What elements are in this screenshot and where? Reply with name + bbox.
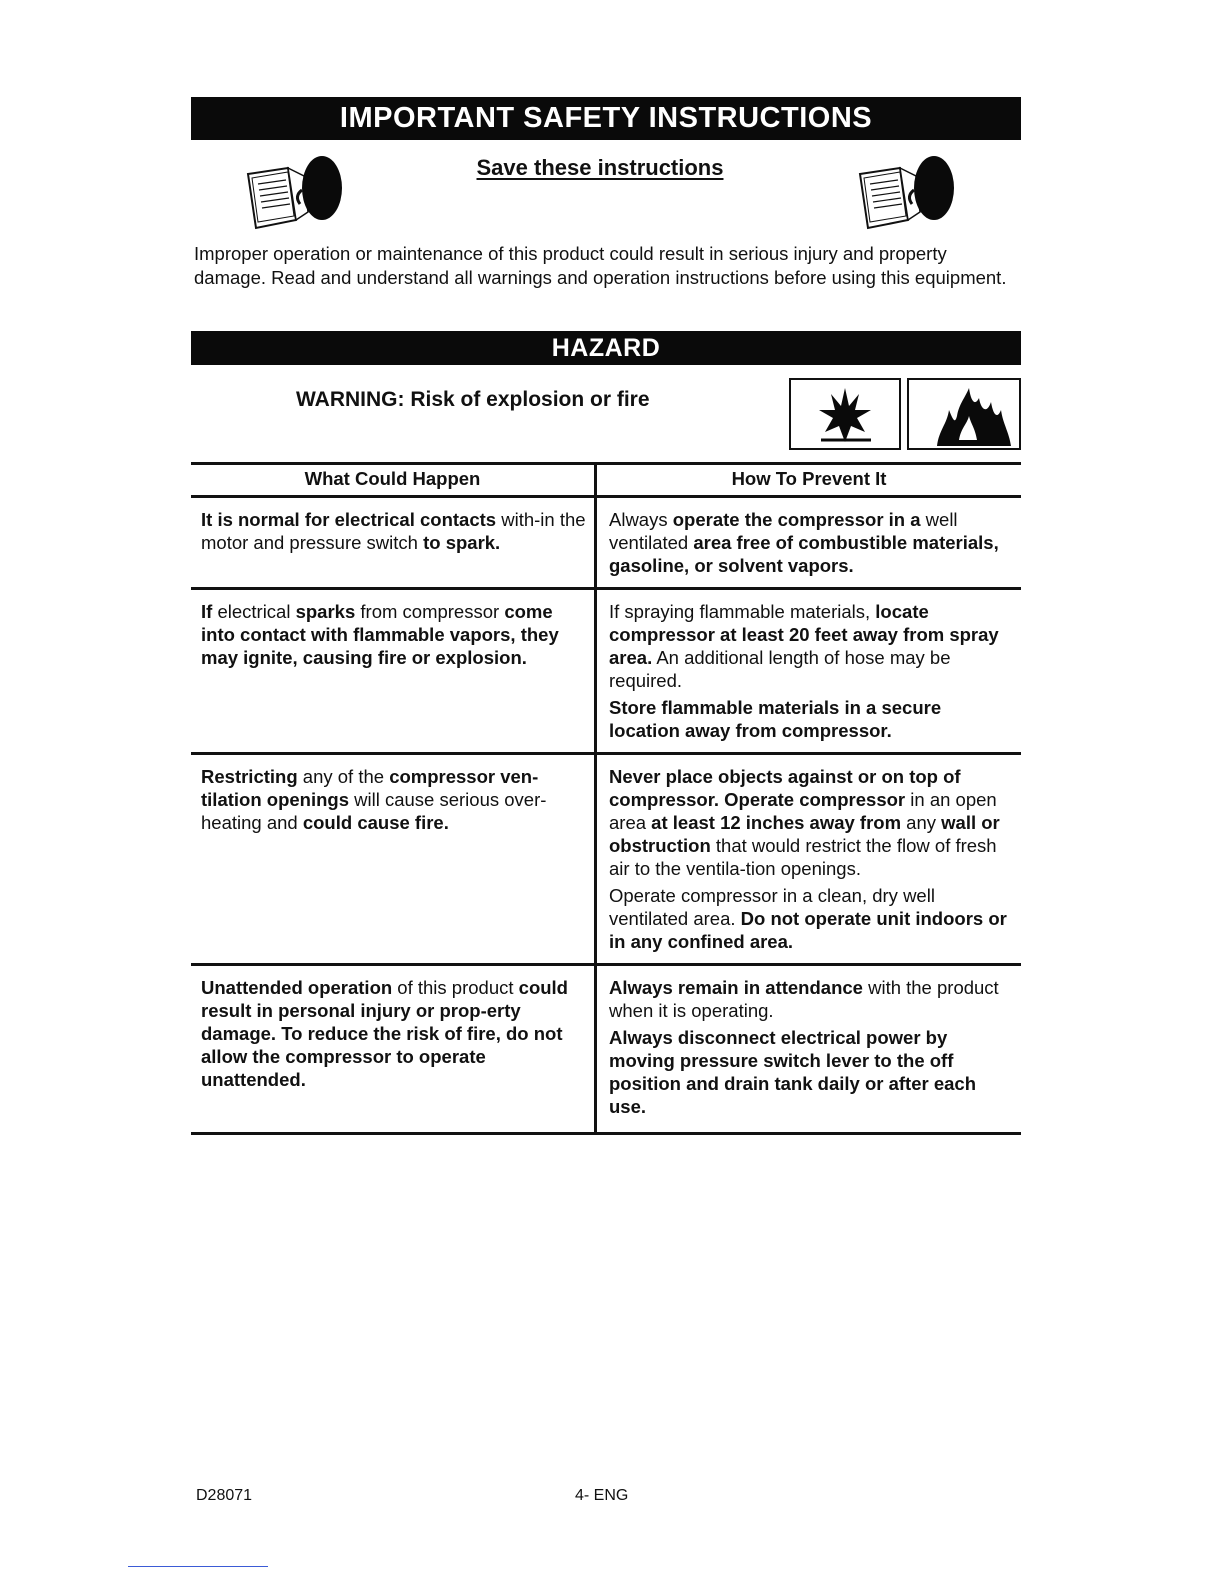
- what-could-happen-cell: [191, 589, 596, 754]
- text-run: sparks: [295, 601, 356, 622]
- how-to-prevent-cell: [596, 497, 1022, 589]
- table-row: [191, 965, 1021, 1134]
- text-run: any: [901, 812, 942, 833]
- read-manual-icon: [244, 150, 344, 232]
- cell-paragraph: [609, 696, 1013, 742]
- text-run: from compressor: [355, 601, 505, 622]
- text-run: Always remain in attendance: [609, 977, 863, 998]
- page-number: 4- ENG: [575, 1487, 629, 1504]
- explosion-icon: [791, 380, 899, 448]
- intro-paragraph: Improper operation or maintenance of this product could result in serious injury and property damage. Read and understand all warnings and operation instructions before using this equipment.: [194, 243, 1007, 288]
- text-run: electrical: [212, 601, 296, 622]
- text-run: compressor ven-tilation openings: [201, 766, 539, 810]
- bottom-rule: [128, 1566, 268, 1567]
- text-run: area free of combustible materials, gasoline, or solvent vapors.: [609, 532, 999, 576]
- text-run: An additional length of hose may be required.: [609, 647, 951, 691]
- text-run: could cause fire.: [302, 812, 449, 833]
- text-run: will cause serious over-heating and: [201, 789, 547, 833]
- text-run: any of the: [297, 766, 390, 787]
- text-run: with the product when it is operating.: [609, 977, 999, 1021]
- text-run: wall or obstruction: [609, 812, 1000, 856]
- cell-paragraph: [609, 976, 1013, 1022]
- text-run: Unattended operation: [201, 977, 393, 998]
- warning-heading: WARNING: Risk of explosion or fire: [296, 388, 650, 411]
- text-run: Do not operate unit indoors or in any confined area.: [609, 908, 1007, 952]
- cell-paragraph: [609, 765, 1013, 880]
- text-run: at least 12 inches away from: [651, 812, 902, 833]
- text-run: that would restrict the flow of fresh air to the ventila-tion openings.: [609, 835, 997, 879]
- hazard-table: [191, 462, 1021, 1135]
- table-header-row: [191, 464, 1021, 497]
- table-row: [191, 589, 1021, 754]
- fire-icon-box: [907, 378, 1021, 450]
- table-row: [191, 497, 1021, 589]
- cell-paragraph: [609, 1026, 1013, 1118]
- cell-paragraph: [201, 600, 586, 669]
- table-row: [191, 754, 1021, 965]
- save-instructions-heading: Save these instructions: [476, 155, 724, 180]
- text-run: If: [201, 601, 213, 622]
- what-could-happen-cell: [191, 754, 596, 965]
- how-to-prevent-cell: [596, 754, 1022, 965]
- text-run: Operate compressor in a clean, dry well ventilated area.: [609, 885, 935, 929]
- column-header-how-to-prevent: How To Prevent It: [596, 464, 1022, 497]
- text-run: Never place objects against or on top of compressor. Operate compressor: [609, 766, 961, 810]
- how-to-prevent-cell: [596, 589, 1022, 754]
- text-run: Always: [609, 509, 673, 530]
- text-run: Restricting: [201, 766, 298, 787]
- column-header-what-could-happen: What Could Happen: [191, 464, 596, 497]
- cell-paragraph: [201, 976, 586, 1091]
- cell-paragraph: [201, 508, 586, 554]
- text-run: locate compressor at least 20 feet away from spray area.: [609, 601, 999, 668]
- how-to-prevent-cell: [596, 965, 1022, 1134]
- text-run: with-in the motor and pressure switch: [201, 509, 586, 553]
- what-could-happen-cell: [191, 497, 596, 589]
- document-code: D28071: [196, 1487, 253, 1504]
- cell-paragraph: [201, 765, 586, 834]
- explosion-icon-box: [789, 378, 901, 450]
- text-run: come into contact with flammable vapors, they may ignite, causing fire or explosion.: [201, 601, 559, 668]
- text-run: to spark.: [423, 532, 501, 553]
- read-manual-icon: [856, 150, 956, 232]
- cell-paragraph: [609, 884, 1013, 953]
- text-run: of this product: [392, 977, 519, 998]
- cell-paragraph: [609, 600, 1013, 692]
- text-run: operate the compressor in a: [672, 509, 921, 530]
- text-run: Always disconnect electrical power by moving pressure switch lever to the off position and drain tank daily or after each use.: [609, 1027, 976, 1117]
- safety-banner: IMPORTANT SAFETY INSTRUCTIONS: [191, 97, 1021, 140]
- fire-icon: [909, 380, 1019, 448]
- text-run: in an open area: [609, 789, 997, 833]
- text-run: It is normal for electrical contacts: [201, 509, 497, 530]
- cell-paragraph: [609, 508, 1013, 577]
- text-run: Store flammable materials in a secure location away from compressor.: [609, 697, 942, 741]
- what-could-happen-cell: [191, 965, 596, 1134]
- hazard-banner: HAZARD: [191, 331, 1021, 365]
- text-run: could result in personal injury or prop-erty damage. To reduce the risk of fire, do not allow the compressor to operate unattended.: [201, 977, 568, 1090]
- text-run: well ventilated: [609, 509, 958, 553]
- text-run: If spraying flammable materials,: [609, 601, 876, 622]
